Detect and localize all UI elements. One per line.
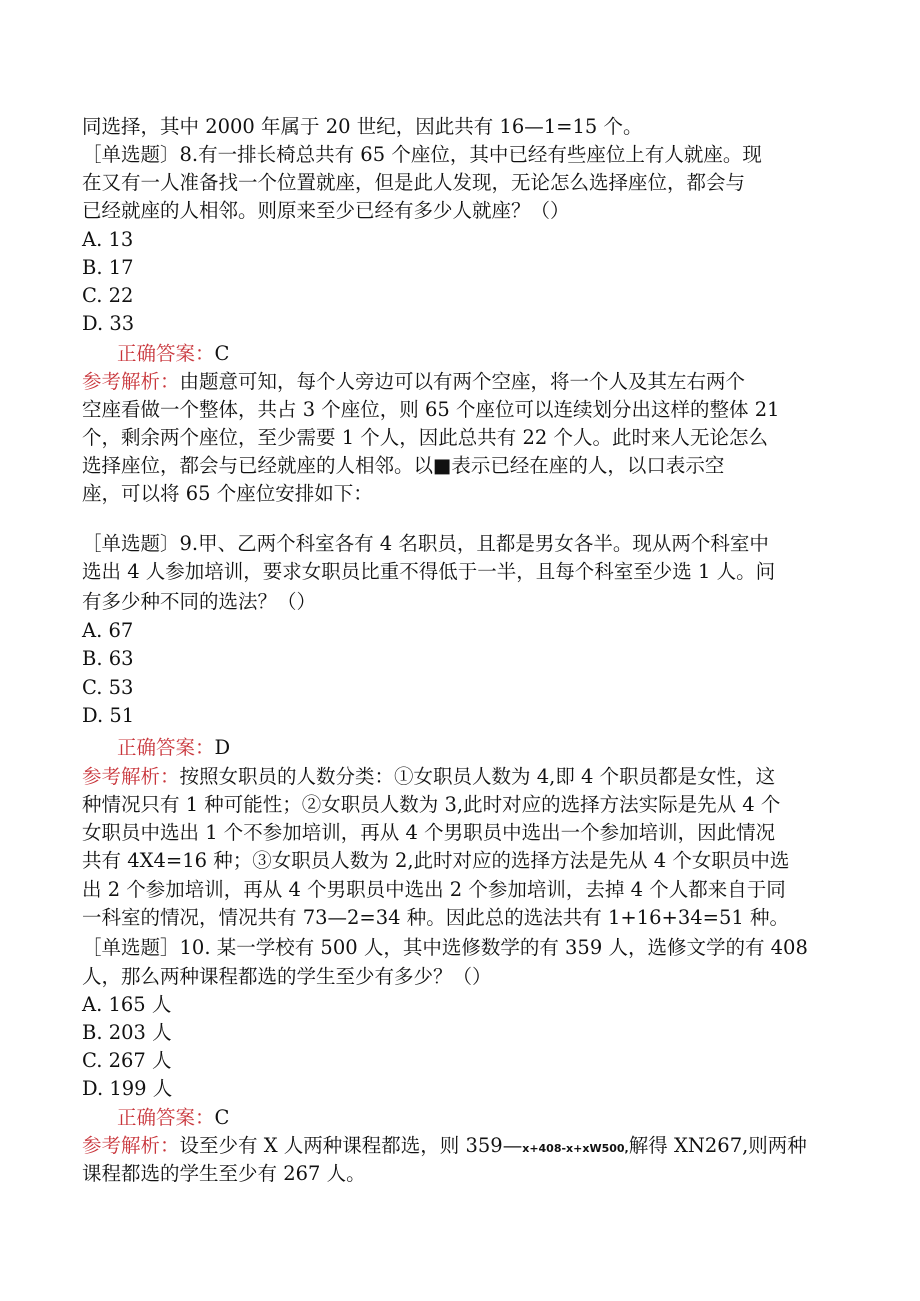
q8-option bbox=[82, 310, 134, 338]
q9-option-text: C. 53 bbox=[82, 676, 134, 699]
q9-analysis-line-text: 按照女职员的人数分类：①女职员人数为 4,即 4 个职员都是女性，这 bbox=[179, 765, 776, 788]
q9-analysis-line-text: 参考解析： bbox=[82, 765, 180, 788]
q10-analysis-line-text: 参考解析： bbox=[82, 1134, 180, 1157]
q8-option bbox=[82, 282, 133, 310]
q10-option bbox=[82, 1019, 172, 1047]
q8-analysis-line bbox=[82, 480, 373, 508]
q8-option-text: C. 22 bbox=[82, 284, 134, 307]
q10-answer-text: 正确答案： bbox=[117, 1106, 215, 1129]
q10-option-text: B. 203 人 bbox=[82, 1021, 172, 1044]
q9-question-line bbox=[82, 588, 316, 616]
q10-option-text: C. 267 人 bbox=[82, 1049, 172, 1072]
q9-option bbox=[82, 702, 134, 730]
q8-question-line bbox=[82, 169, 745, 197]
q8-analysis-line-text: 由题意可知，每个人旁边可以有两个空座，将一个人及其左右两个 bbox=[179, 370, 746, 393]
q8-option bbox=[82, 226, 133, 254]
q8-analysis-line bbox=[82, 424, 768, 452]
q9-option-text: A. 67 bbox=[82, 619, 134, 642]
q8-answer-text: C bbox=[214, 342, 230, 365]
q10-question-line-text: ［单选题］10. 某一学校有 500 人，其中选修数学的有 359 人，选修文学的有 408 bbox=[82, 936, 808, 959]
q8-answer bbox=[117, 340, 229, 368]
q10-question-line bbox=[82, 934, 808, 962]
q10-analysis-line-text: 设至少有 X 人两种课程都选，则 359— bbox=[179, 1134, 523, 1157]
q10-option bbox=[82, 1047, 172, 1075]
q9-analysis-line bbox=[82, 876, 786, 904]
q9-question-line-text: 选出 4 人参加培训，要求女职员比重不得低于一半，且每个科室至少选 1 人。问 bbox=[82, 560, 776, 583]
intro-line-text: 同选择，其中 2000 年属于 20 世纪，因此共有 16—1=15 个。 bbox=[82, 115, 643, 138]
q9-analysis-line bbox=[82, 791, 780, 819]
q9-analysis-line bbox=[82, 904, 789, 932]
q8-option bbox=[82, 254, 134, 282]
q8-option-text: A. 13 bbox=[82, 228, 134, 251]
q9-answer bbox=[117, 734, 230, 762]
q9-option-text: B. 63 bbox=[82, 647, 134, 670]
q10-option bbox=[82, 991, 171, 1019]
q10-answer bbox=[117, 1104, 229, 1132]
q8-analysis-line bbox=[82, 368, 745, 396]
q9-analysis-line bbox=[82, 847, 789, 875]
q10-option bbox=[82, 1075, 172, 1103]
q10-analysis-line-text: 解得 XN267,则两种 bbox=[628, 1134, 807, 1157]
q8-analysis-line-text: 个，剩余两个座位，至少需要 1 个人，因此总共有 22 个人。此时来人无论怎么 bbox=[82, 426, 769, 449]
q9-question-line bbox=[82, 558, 775, 586]
q10-question-line bbox=[82, 963, 492, 991]
q8-question-line bbox=[82, 197, 570, 225]
q9-question-line bbox=[82, 530, 769, 558]
q9-question-line-text: 有多少种不同的选法？（） bbox=[82, 590, 317, 613]
q8-question-line bbox=[82, 141, 762, 169]
q10-option-text: A. 165 人 bbox=[82, 993, 172, 1016]
q8-analysis-line bbox=[82, 396, 780, 424]
q8-analysis-line-text: 空座看做一个整体，共占 3 个座位，则 65 个座位可以连续划分出这样的整体 21 bbox=[82, 398, 780, 421]
intro-line bbox=[82, 113, 643, 141]
q9-option-text: D. 51 bbox=[82, 704, 135, 727]
q9-analysis-line-text: 种情况只有 1 种可能性；②女职员人数为 3,此时对应的选择方法实际是先从 4 个 bbox=[82, 793, 781, 816]
q9-analysis-line bbox=[82, 763, 775, 791]
q10-analysis-line-text: x+408-x+xW500, bbox=[522, 1142, 629, 1155]
q8-question-line-text: 在又有一人准备找一个位置就座，但是此人发现，无论怎么选择座位，都会与 bbox=[82, 171, 746, 194]
q10-analysis-line bbox=[82, 1132, 807, 1160]
q9-answer-text: D bbox=[214, 736, 231, 759]
q8-analysis-line-text: 参考解析： bbox=[82, 370, 180, 393]
q9-option bbox=[82, 645, 134, 673]
q9-question-line-text: ［单选题〕9.甲、乙两个科室各有 4 名职员，且都是男女各半。现从两个科室中 bbox=[82, 532, 769, 555]
q8-option-text: B. 17 bbox=[82, 256, 134, 279]
q9-option bbox=[82, 617, 133, 645]
q9-answer-text: 正确答案： bbox=[117, 736, 215, 759]
q9-analysis-line-text: 出 2 个参加培训，再从 4 个男职员中选出 2 个参加培训，去掉 4 个人都来自于同 bbox=[82, 878, 786, 901]
q10-analysis-line-text: 课程都选的学生至少有 267 人。 bbox=[82, 1162, 366, 1185]
q10-option-text: D. 199 人 bbox=[82, 1077, 173, 1100]
q8-analysis-line-text: 座，可以将 65 个座位安排如下： bbox=[82, 482, 373, 505]
q9-analysis-line bbox=[82, 819, 775, 847]
q8-answer-text: 正确答案： bbox=[117, 342, 215, 365]
q8-analysis-line-text: 选择座位，都会与已经就座的人相邻。以■表示已经在座的人，以口表示空 bbox=[82, 454, 725, 477]
q8-analysis-line bbox=[82, 452, 724, 480]
q10-analysis-line bbox=[82, 1160, 366, 1188]
q10-answer-text: C bbox=[214, 1106, 230, 1129]
q9-analysis-line-text: 女职员中选出 1 个不参加培训，再从 4 个男职员中选出一个参加培训，因此情况 bbox=[82, 821, 776, 844]
q10-question-line-text: 人，那么两种课程都选的学生至少有多少？（） bbox=[82, 965, 492, 988]
q9-analysis-line-text: 共有 4X4=16 种；③女职员人数为 2,此时对应的选择方法是先从 4 个女职员中选 bbox=[82, 849, 790, 872]
q9-analysis-line-text: 一科室的情况，情况共有 73—2=34 种。因此总的选法共有 1+16+34=51 种。 bbox=[82, 906, 790, 929]
q8-option-text: D. 33 bbox=[82, 312, 135, 335]
q8-question-line-text: ［单选题〕8.有一排长椅总共有 65 个座位，其中已经有些座位上有人就座。现 bbox=[82, 143, 762, 166]
q9-option bbox=[82, 674, 133, 702]
q8-question-line-text: 已经就座的人相邻。则原来至少已经有多少人就座？（） bbox=[82, 199, 570, 222]
